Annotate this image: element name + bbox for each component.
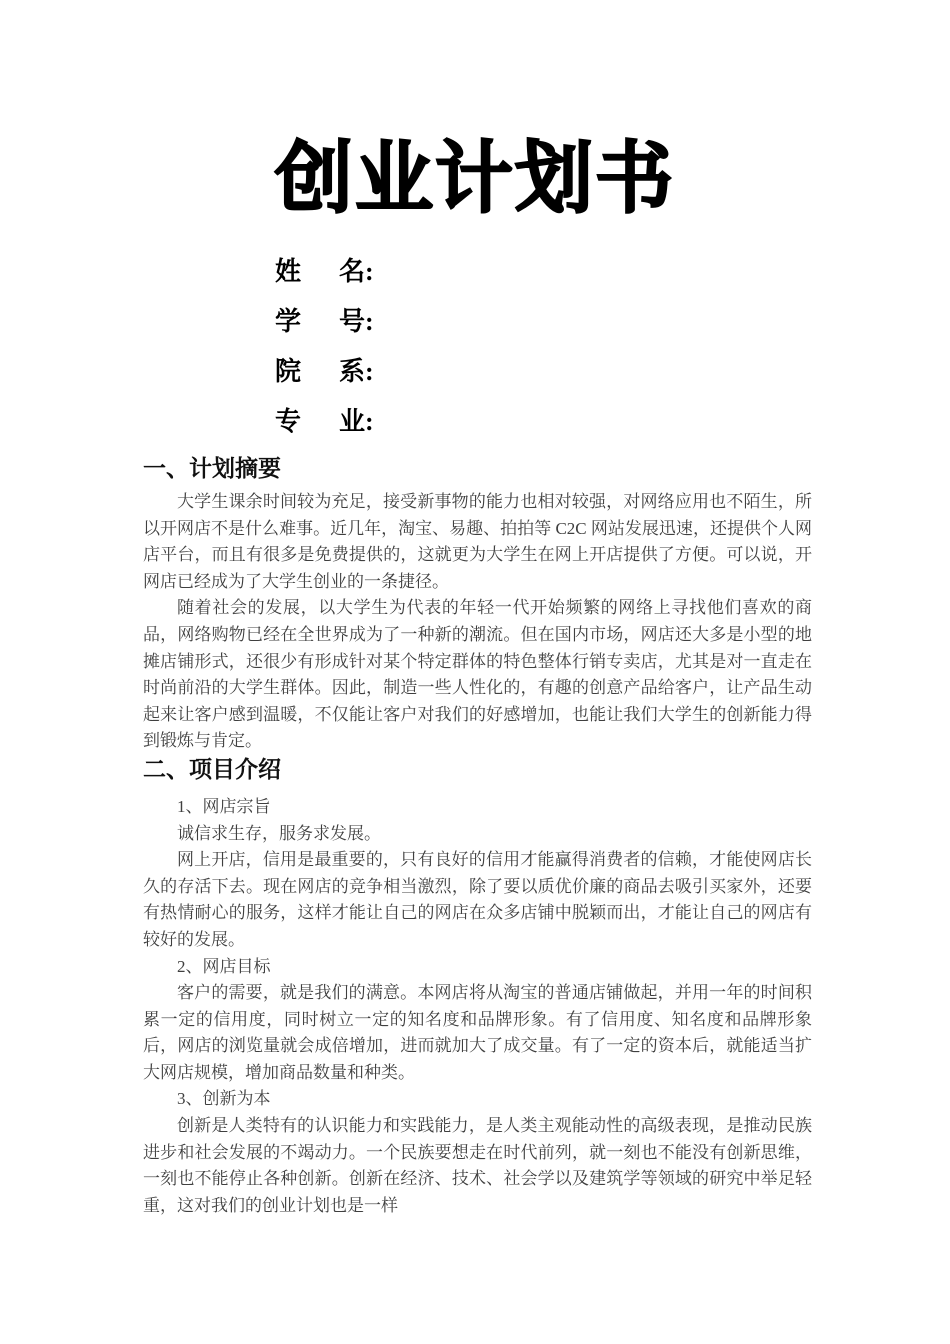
field-colon-student-id: 号: <box>339 306 374 336</box>
section-heading-introduction: 二、项目介绍 <box>143 755 281 782</box>
section-heading-summary: 一、计划摘要 <box>143 455 281 481</box>
field-label-student-id: 学 <box>275 306 302 336</box>
subsection-heading-innovation: 3、创新为本 <box>177 1089 271 1109</box>
field-colon-name: 名: <box>339 256 374 286</box>
field-row-major <box>275 394 950 444</box>
field-label-department: 院 <box>275 356 302 386</box>
cover-fields <box>275 244 950 444</box>
field-label-name: 姓 <box>275 256 302 286</box>
field-row-student-id <box>275 294 950 344</box>
subsection-heading-purpose: 1、网店宗旨 <box>177 796 271 816</box>
summary-paragraph-1: 大学生课余时间较为充足，接受新事物的能力也相对较强，对网络应用也不陌生，所以开网店不是什么难事。近几年，淘宝、易趣、拍拍等 C2C 网站发展迅速，还提供个人网店平台，而且有很多是免费提供的，这就更为大学生在网上开店提供了方便。可以说，开网店已经成为了大学生创业的一条捷径。 <box>143 492 812 591</box>
document-body <box>143 454 812 1219</box>
innovation-paragraph-1: 创新是人类特有的认识能力和实践能力，是人类主观能动性的高级表现，是推动民族进步和社会发展的不竭动力。一个民族要想走在时代前列，就一刻也不能没有创新思维，一刻也不能停止各种创新。创新在经济、技术、社会学以及建筑学等领域的研究中举足轻重，这对我们的创业计划也是一样 <box>143 1116 812 1215</box>
field-row-department <box>275 344 950 394</box>
field-label-major: 专 <box>275 406 302 436</box>
field-colon-major: 业: <box>339 406 374 436</box>
document-title: 创业计划书 <box>274 134 675 222</box>
goal-paragraph-1: 客户的需要，就是我们的满意。本网店将从淘宝的普通店铺做起，并用一年的时间积累一定的信用度，同时树立一定的知名度和品牌形象。有了信用度、知名度和品牌形象后，网店的浏览量就会成倍增加，进而就加大了成交量。有了一定的资本后，就能适当扩大网店规模，增加商品数量和种类。 <box>143 983 812 1082</box>
summary-paragraph-2: 随着社会的发展，以大学生为代表的年轻一代开始频繁的网络上寻找他们喜欢的商品，网络购物已经在全世界成为了一种新的潮流。但在国内市场，网店还大多是小型的地摊店铺形式，还很少有形成针对某个特定群体的特色整体行销专卖店，尤其是对一直走在时尚前沿的大学生群体。因此，制造一些人性化的，有趣的创意产品给客户，让产品生动起来让客户感到温暖，不仅能让客户对我们的好感增加，也能让我们大学生的创新能力得到锻炼与肯定。 <box>143 598 812 751</box>
field-colon-department: 系: <box>339 356 374 386</box>
purpose-paragraph-2: 网上开店，信用是最重要的，只有良好的信用才能赢得消费者的信赖，才能使网店长久的存活下去。现在网店的竞争相当激烈，除了要以质优价廉的商品去吸引买家外，还要有热情耐心的服务，这样才能让自己的网店在众多店铺中脱颖而出，才能让自己的网店有较好的发展。 <box>143 850 812 949</box>
subsection-heading-goal: 2、网店目标 <box>177 956 271 976</box>
purpose-paragraph-1: 诚信求生存，服务求发展。 <box>177 823 381 843</box>
field-row-name <box>275 244 950 294</box>
